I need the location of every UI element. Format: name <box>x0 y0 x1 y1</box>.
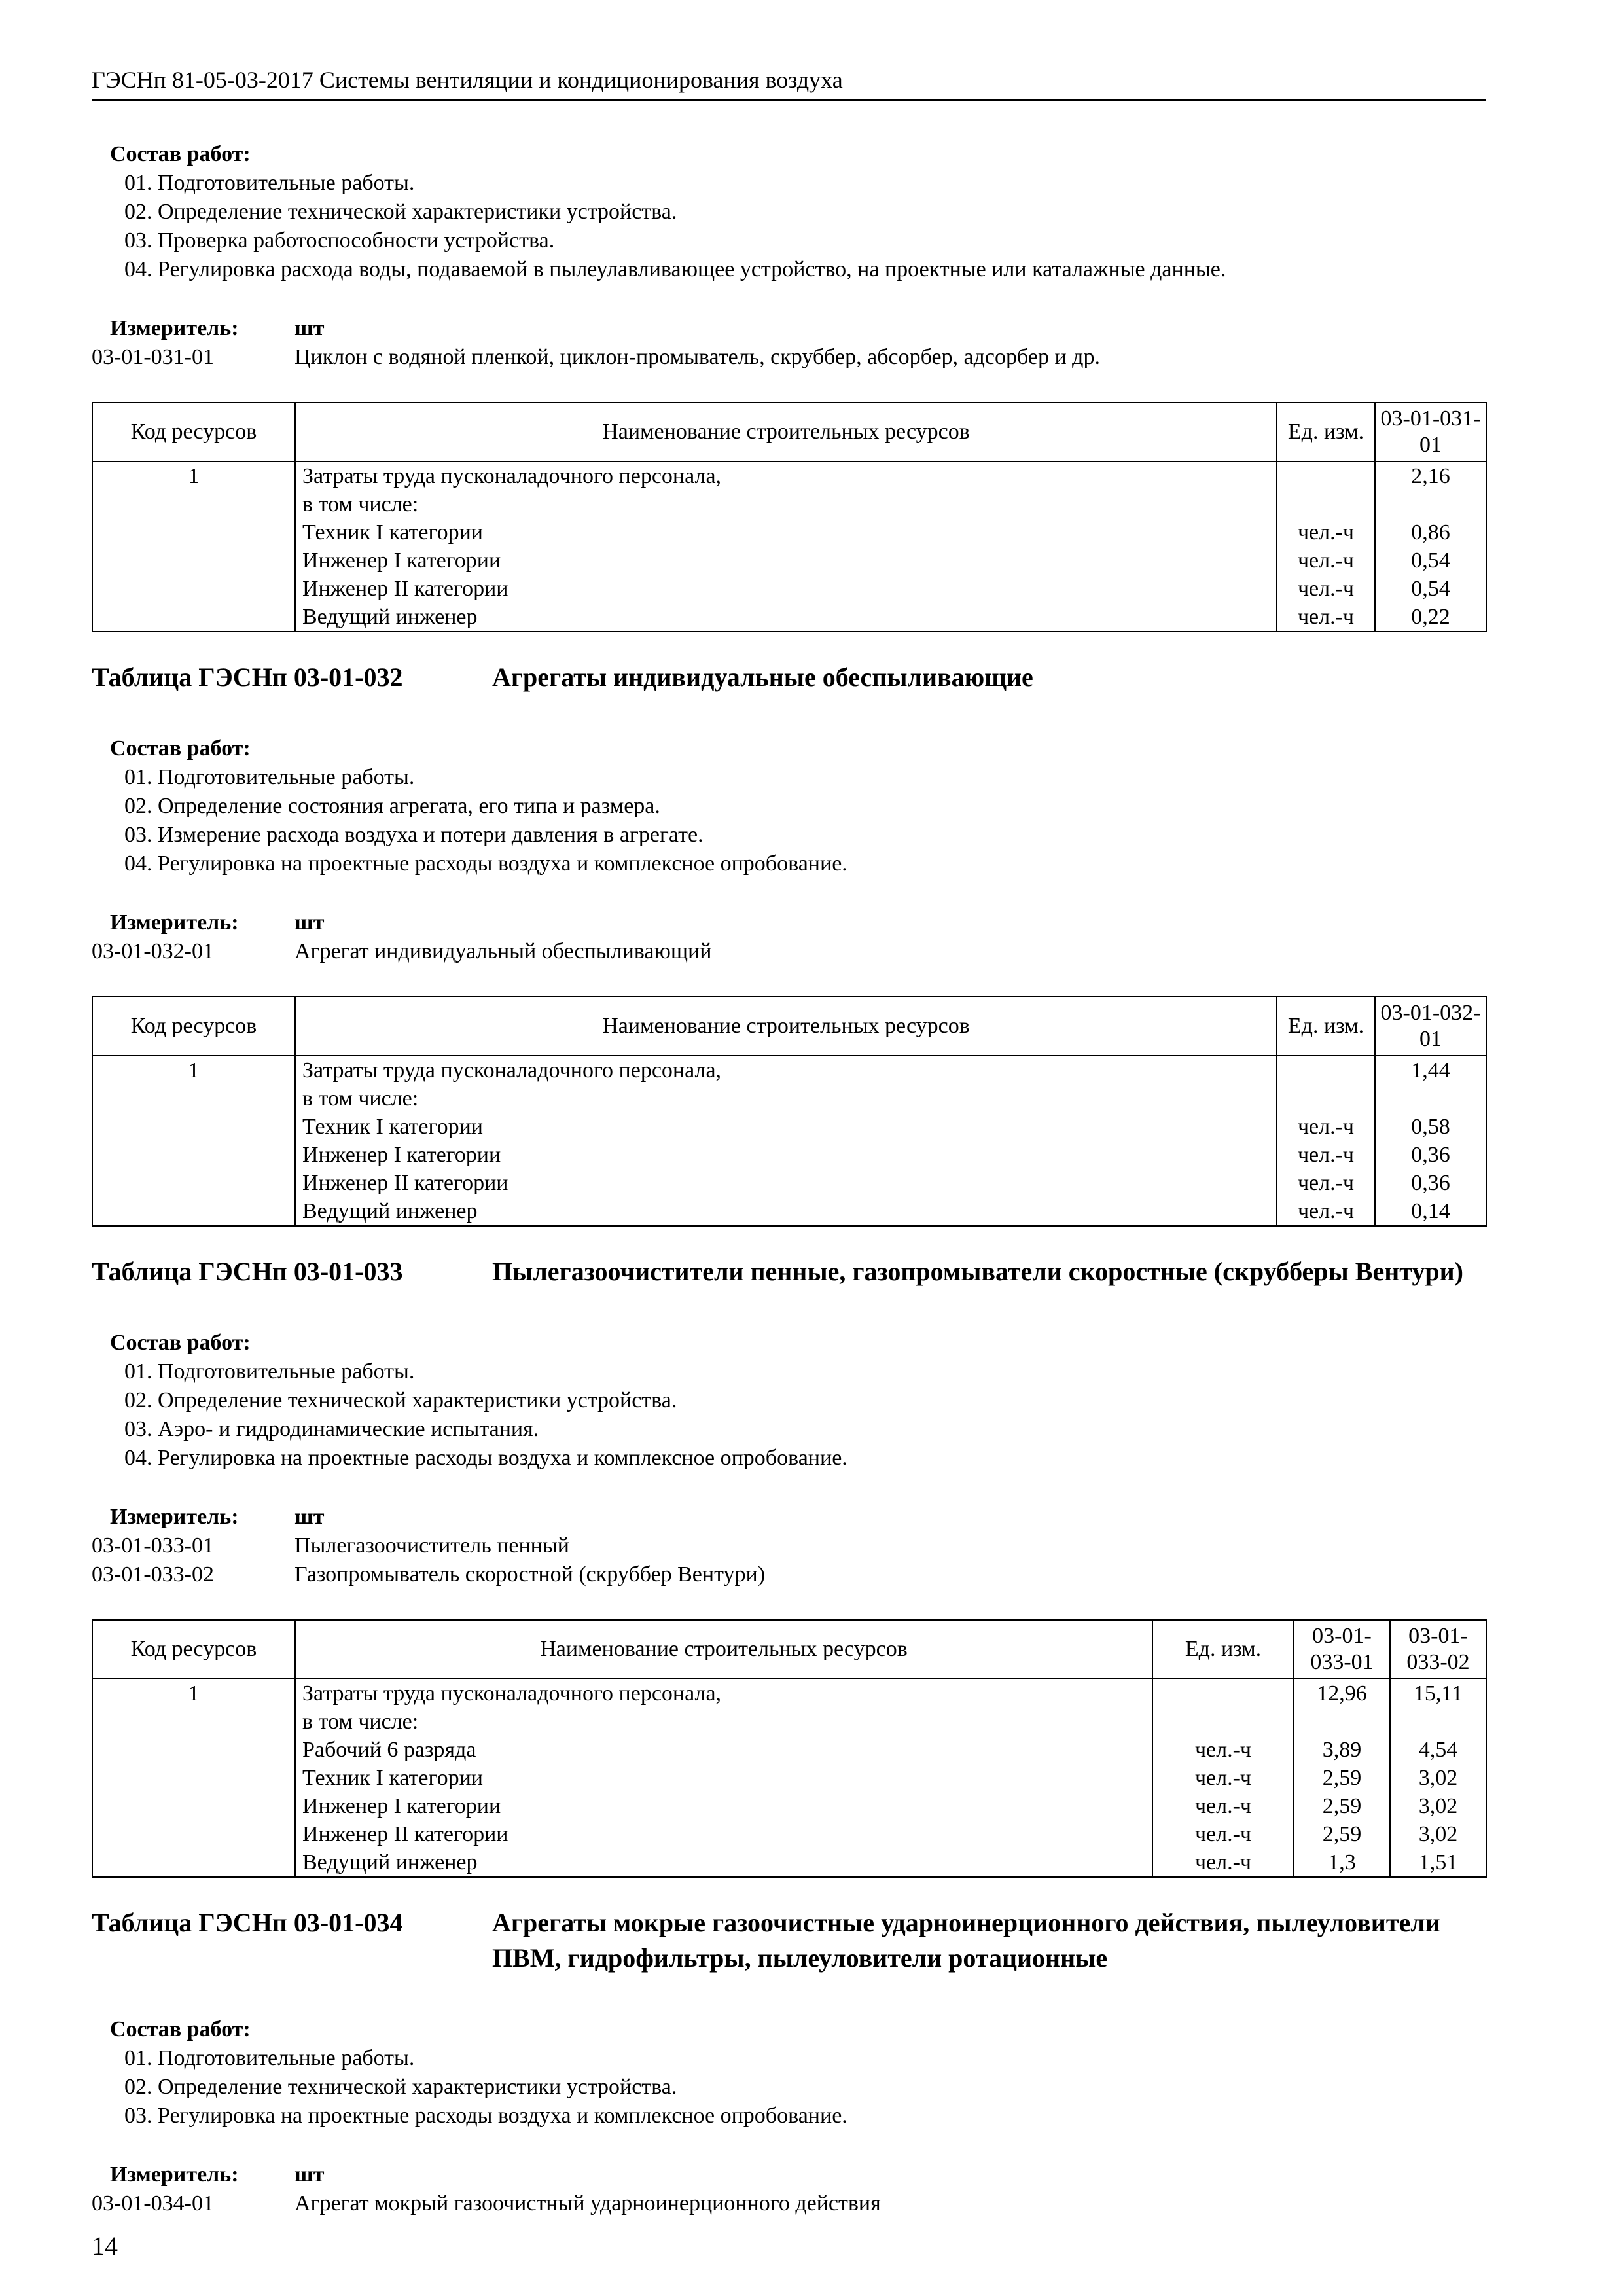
norm-name: Агрегат индивидуальный обеспыливающий <box>294 939 712 963</box>
work-item: 04. Регулировка на проектные расходы воздуха и комплексное опробование. <box>124 852 847 876</box>
work-item: 04. Регулировка на проектные расходы воздуха и комплексное опробование. <box>124 1446 847 1470</box>
resource-value: 2,16 <box>1411 464 1450 488</box>
work-item: 01. Подготовительные работы. <box>124 1359 415 1384</box>
measure-unit: шт <box>294 910 325 935</box>
resource-value <box>1382 1085 1479 1113</box>
resource-names <box>295 1679 1152 1877</box>
resource-value: 1,44 <box>1411 1058 1450 1083</box>
resources-table <box>92 402 1487 632</box>
col-header-norm: 03-01-031-01 <box>1375 403 1486 461</box>
work-item: 03. Измерение расхода воздуха и потери давления в агрегате. <box>124 823 704 847</box>
norm-name: Газопромыватель скоростной (скруббер Вентури) <box>294 1562 766 1587</box>
page-number: 14 <box>92 2231 118 2261</box>
resource-name: Затраты труда пусконаладочного персонала, <box>302 464 722 488</box>
measure-row <box>92 908 1486 937</box>
measure-label: Измеритель: <box>110 2162 239 2187</box>
work-composition-label: Состав работ: <box>110 1331 251 1355</box>
resource-values <box>1390 1679 1486 1877</box>
resource-value: 0,36 <box>1411 1143 1450 1167</box>
resource-name: Инженер I категории <box>302 1143 501 1167</box>
col-header-code: Код ресурсов <box>92 403 295 461</box>
norm-item <box>92 2189 1486 2218</box>
resource-value: 0,22 <box>1411 605 1450 629</box>
document-page <box>92 65 1486 2218</box>
norm-item <box>92 937 1486 966</box>
resource-units <box>1277 1056 1375 1226</box>
resource-name: Ведущий инженер <box>302 1199 478 1223</box>
measure-block <box>92 908 1486 966</box>
resource-code: 1 <box>92 1056 295 1226</box>
resource-value: 0,36 <box>1411 1171 1450 1195</box>
resource-unit <box>1284 1085 1368 1113</box>
resource-unit <box>1160 1708 1287 1736</box>
norm-code: 03-01-034-01 <box>92 2191 214 2215</box>
norm-code: 03-01-031-01 <box>92 345 214 369</box>
resource-code: 1 <box>92 1679 295 1877</box>
measure-label: Измеритель: <box>110 316 239 340</box>
norm-code: 03-01-033-02 <box>92 1562 214 1587</box>
resource-value: 3,89 <box>1322 1738 1362 1762</box>
work-item: 04. Регулировка расхода воды, подаваемой в пылеулавливающее устройство, на проектные или каталажные данные. <box>124 257 1226 281</box>
resource-name: Затраты труда пусконаладочного персонала, <box>302 1058 722 1083</box>
work-item: 01. Подготовительные работы. <box>124 171 415 195</box>
table-title-code: Таблица ГЭСНп 03-01-032 <box>92 662 403 692</box>
norm-name: Пылегазоочиститель пенный <box>294 1534 569 1558</box>
table-title-name: Агрегаты мокрые газоочистные ударноинерционного действия, пылеуловители ПВМ, гидрофильтры, пылеуловители ротационные <box>492 1908 1440 1973</box>
resource-code: 1 <box>92 461 295 632</box>
resource-value: 1,51 <box>1418 1850 1458 1874</box>
table-title-code: Таблица ГЭСНп 03-01-033 <box>92 1257 403 1286</box>
resource-name: Инженер I категории <box>302 1794 501 1818</box>
resource-names <box>295 461 1277 632</box>
work-composition <box>92 2015 1486 2130</box>
resource-values <box>1294 1679 1390 1877</box>
resource-value: 2,59 <box>1322 1766 1362 1790</box>
resource-value: 2,59 <box>1322 1794 1362 1818</box>
work-item: 01. Подготовительные работы. <box>124 2046 415 2070</box>
resource-unit: чел.-ч <box>1194 1794 1252 1818</box>
col-header-norm: 03-01-033-02 <box>1390 1620 1486 1679</box>
resource-name: Техник I категории <box>302 520 484 545</box>
resource-value: 0,14 <box>1411 1199 1450 1223</box>
measure-block <box>92 1503 1486 1589</box>
resource-unit: чел.-ч <box>1194 1738 1252 1762</box>
resource-value <box>1397 1708 1479 1736</box>
resource-value: 3,02 <box>1418 1766 1458 1790</box>
norm-item <box>92 343 1486 372</box>
resource-value: 3,02 <box>1418 1794 1458 1818</box>
col-header-code: Код ресурсов <box>92 997 295 1056</box>
work-composition <box>92 734 1486 878</box>
resource-unit <box>1284 490 1368 518</box>
work-composition-label: Состав работ: <box>110 736 251 761</box>
norm-item <box>92 1532 1486 1560</box>
measure-label: Измеритель: <box>110 1505 239 1529</box>
measure-block <box>92 314 1486 372</box>
work-item: 02. Определение технической характеристики устройства. <box>124 1388 677 1412</box>
resource-unit: чел.-ч <box>1297 1115 1355 1139</box>
resource-value: 12,96 <box>1317 1681 1367 1706</box>
col-header-norm: 03-01-032-01 <box>1375 997 1486 1056</box>
norm-item <box>92 1560 1486 1589</box>
page-header: ГЭСНп 81-05-03-2017 Системы вентиляции и кондиционирования воздуха <box>92 65 1486 101</box>
norm-code: 03-01-032-01 <box>92 939 214 963</box>
resource-name: в том числе: <box>302 1086 419 1111</box>
resource-values <box>1375 1056 1486 1226</box>
resource-value <box>1382 490 1479 518</box>
col-header-unit: Ед. изм. <box>1277 403 1375 461</box>
resource-unit: чел.-ч <box>1297 577 1355 601</box>
resource-value: 0,54 <box>1411 548 1450 573</box>
resource-unit: чел.-ч <box>1297 520 1355 545</box>
work-item: 02. Определение технической характеристики устройства. <box>124 2075 677 2099</box>
col-header-unit: Ед. изм. <box>1277 997 1375 1056</box>
resource-unit <box>1284 1056 1368 1085</box>
resource-name: Техник I категории <box>302 1115 484 1139</box>
work-composition-label: Состав работ: <box>110 2017 251 2041</box>
norm-name: Циклон с водяной пленкой, циклон-промыватель, скруббер, абсорбер, адсорбер и др. <box>294 345 1100 369</box>
resource-unit: чел.-ч <box>1297 605 1355 629</box>
work-item: 02. Определение состояния агрегата, его типа и размера. <box>124 794 660 818</box>
resource-name: Инженер II категории <box>302 577 508 601</box>
col-header-norm: 03-01-033-01 <box>1294 1620 1390 1679</box>
work-item: 03. Проверка работоспособности устройства. <box>124 228 555 253</box>
work-item: 03. Регулировка на проектные расходы воздуха и комплексное опробование. <box>124 2104 847 2128</box>
resource-unit: чел.-ч <box>1194 1850 1252 1874</box>
col-header-unit: Ед. изм. <box>1152 1620 1294 1679</box>
resource-name: в том числе: <box>302 1710 419 1734</box>
table-title <box>92 1254 1486 1289</box>
measure-unit: шт <box>294 1505 325 1529</box>
resource-name: Затраты труда пусконаладочного персонала, <box>302 1681 722 1706</box>
work-item: 01. Подготовительные работы. <box>124 765 415 789</box>
resource-name: Техник I категории <box>302 1766 484 1790</box>
measure-block <box>92 2161 1486 2218</box>
norm-name: Агрегат мокрый газоочистный ударноинерционного действия <box>294 2191 881 2215</box>
table-title-code: Таблица ГЭСНп 03-01-034 <box>92 1908 403 1937</box>
work-composition <box>92 140 1486 284</box>
col-header-name: Наименование строительных ресурсов <box>295 403 1277 461</box>
resource-value: 2,59 <box>1322 1822 1362 1846</box>
resource-value: 3,02 <box>1418 1822 1458 1846</box>
resource-value: 0,58 <box>1411 1115 1450 1139</box>
measure-row <box>92 1503 1486 1532</box>
resource-name: Ведущий инженер <box>302 1850 478 1874</box>
resource-unit: чел.-ч <box>1297 548 1355 573</box>
measure-row <box>92 2161 1486 2189</box>
measure-unit: шт <box>294 2162 325 2187</box>
resource-value: 4,54 <box>1418 1738 1458 1762</box>
work-composition <box>92 1329 1486 1473</box>
norm-code: 03-01-033-01 <box>92 1534 214 1558</box>
resource-unit <box>1284 462 1368 490</box>
resource-name: Ведущий инженер <box>302 605 478 629</box>
work-item: 03. Аэро- и гидродинамические испытания. <box>124 1417 539 1441</box>
resource-value: 1,3 <box>1328 1850 1356 1874</box>
resource-unit: чел.-ч <box>1194 1822 1252 1846</box>
resource-units <box>1152 1679 1294 1877</box>
resource-value: 0,54 <box>1411 577 1450 601</box>
measure-label: Измеритель: <box>110 910 239 935</box>
col-header-code: Код ресурсов <box>92 1620 295 1679</box>
col-header-name: Наименование строительных ресурсов <box>295 1620 1152 1679</box>
resource-unit: чел.-ч <box>1297 1143 1355 1167</box>
table-title <box>92 1905 1486 1976</box>
resource-name: Инженер I категории <box>302 548 501 573</box>
work-composition-label: Состав работ: <box>110 142 251 166</box>
resource-unit: чел.-ч <box>1297 1199 1355 1223</box>
document-content <box>92 140 1486 2218</box>
resource-value: 15,11 <box>1413 1681 1463 1706</box>
resource-name: Рабочий 6 разряда <box>302 1738 476 1762</box>
resources-table <box>92 996 1487 1227</box>
measure-row <box>92 314 1486 343</box>
resource-value: 0,86 <box>1411 520 1450 545</box>
resources-table <box>92 1619 1487 1878</box>
resource-unit <box>1160 1679 1287 1708</box>
measure-unit: шт <box>294 316 325 340</box>
resource-name: в том числе: <box>302 492 419 516</box>
resource-units <box>1277 461 1375 632</box>
resource-value <box>1301 1708 1383 1736</box>
col-header-name: Наименование строительных ресурсов <box>295 997 1277 1056</box>
table-title-name: Пылегазоочистители пенные, газопромыватели скоростные (скрубберы Вентури) <box>492 1257 1463 1286</box>
work-item: 02. Определение технической характеристики устройства. <box>124 200 677 224</box>
resource-name: Инженер II категории <box>302 1822 508 1846</box>
resource-name: Инженер II категории <box>302 1171 508 1195</box>
resource-unit: чел.-ч <box>1194 1766 1252 1790</box>
table-title-name: Агрегаты индивидуальные обеспыливающие <box>492 662 1033 692</box>
resource-unit: чел.-ч <box>1297 1171 1355 1195</box>
resource-values <box>1375 461 1486 632</box>
resource-names <box>295 1056 1277 1226</box>
table-title <box>92 660 1486 695</box>
